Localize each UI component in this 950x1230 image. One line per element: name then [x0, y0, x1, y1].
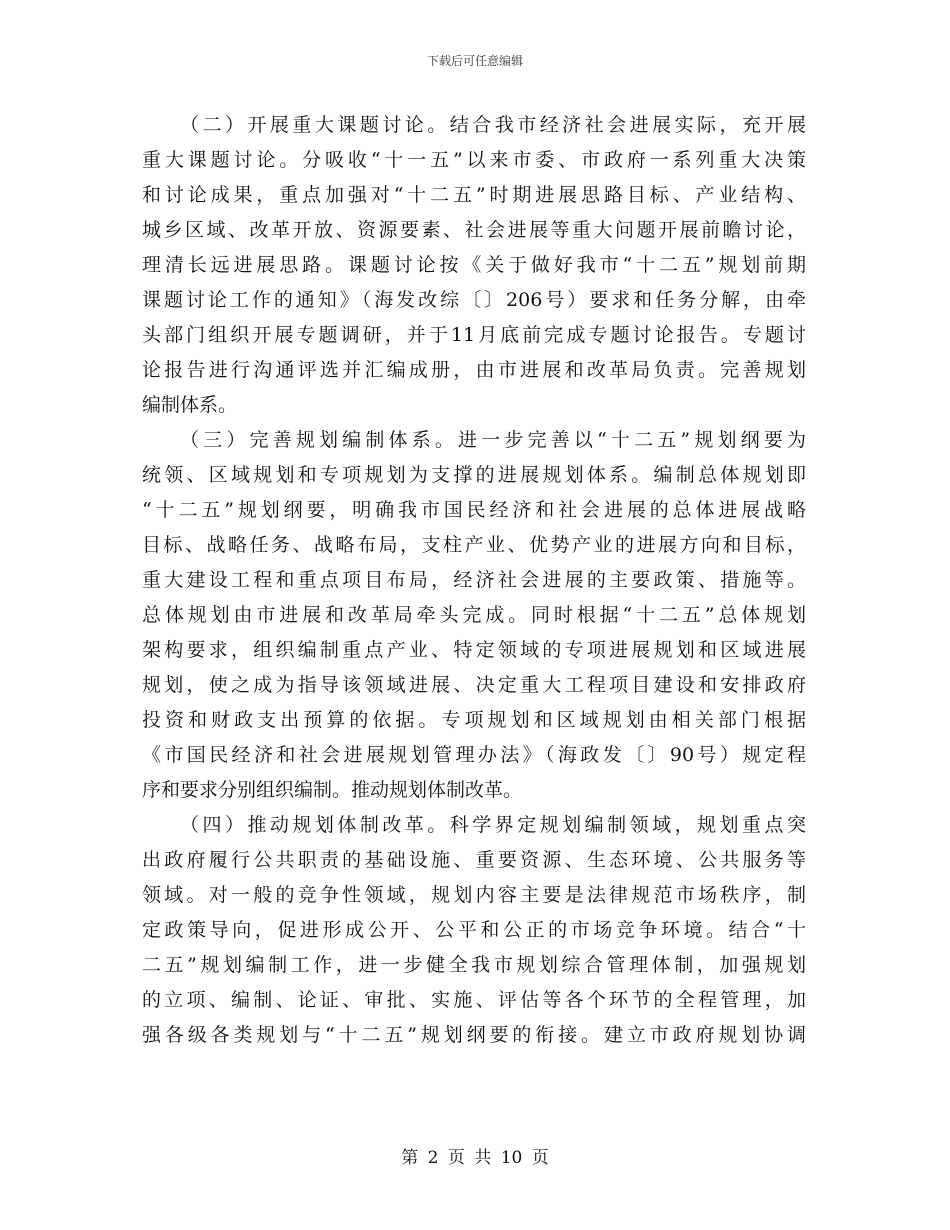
paragraph-line: 城乡区域、改革开放、资源要素、社会进展等重大问题开展前瞻讨论，	[142, 219, 806, 241]
paragraph-line: 论报告进行沟通评选并汇编成册，由市进展和改革局负责。完善规划	[142, 359, 806, 381]
paragraph-line: 课题讨论工作的通知》（海发改综〔〕206号）要求和任务分解，由牵	[142, 289, 806, 311]
document-body	[142, 108, 806, 1053]
paragraph-line: 头部门组织开展专题调研，并于11月底前完成专题讨论报告。专题讨	[142, 324, 806, 346]
paragraph-line: 编制体系。	[142, 394, 238, 416]
paragraph-section-3	[142, 423, 806, 808]
paragraph-line: 规划，使之成为指导该领域进展、决定重大工程项目建设和安排政府	[142, 674, 806, 696]
paragraph-line: 目标、战略任务、战略布局，支柱产业、优势产业的进展方向和目标，	[142, 534, 806, 556]
paragraph-line: 投资和财政支出预算的依据。专项规划和区域规划由相关部门根据	[142, 709, 806, 731]
paragraph-line: 总体规划由市进展和改革局牵头完成。同时根据“十二五”总体规划	[142, 604, 806, 626]
paragraph-line: “十二五”规划纲要，明确我市国民经济和社会进展的总体进展战略	[142, 499, 806, 521]
paragraph-line: 定政策导向，促进形成公开、公平和公正的市场竞争环境。结合“十	[142, 919, 806, 941]
paragraph-section-2	[142, 108, 806, 423]
paragraph-line: 《市国民经济和社会进展规划管理办法》（海政发〔〕90号）规定程	[142, 744, 806, 766]
paragraph-line: 领域。对一般的竞争性领域，规划内容主要是法律规范市场秩序，制	[142, 884, 806, 906]
paragraph-line: 统领、区域规划和专项规划为支撑的进展规划体系。编制总体规划即	[142, 464, 806, 486]
paragraph-line: 架构要求，组织编制重点产业、特定领域的专项进展规划和区域进展	[142, 639, 806, 661]
paragraph-line: 理清长远进展思路。课题讨论按《关于做好我市“十二五”规划前期	[142, 254, 806, 276]
paragraph-line: 强各级各类规划与“十二五”规划纲要的衔接。建立市政府规划协调	[142, 1024, 806, 1046]
paragraph-line: 二五”规划编制工作，进一步健全我市规划综合管理体制，加强规划	[142, 954, 806, 976]
paragraph-line: 的立项、编制、论证、审批、实施、评估等各个环节的全程管理，加	[142, 989, 806, 1011]
page-header-note: 下载后可任意编辑	[426, 54, 523, 68]
paragraph-section-4	[142, 808, 806, 1053]
paragraph-line: 重大课题讨论。分吸收“十一五”以来市委、市政府一系列重大决策	[142, 149, 806, 171]
page-number: 第 2 页 共 10 页	[401, 1148, 549, 1168]
paragraph-line: 出政府履行公共职责的基础设施、重要资源、生态环境、公共服务等	[142, 849, 806, 871]
paragraph-line: 和讨论成果，重点加强对“十二五”时期进展思路目标、产业结构、	[142, 184, 806, 206]
paragraph-line: （四）推动规划体制改革。科学界定规划编制领域，规划重点突	[180, 814, 806, 836]
paragraph-line: 序和要求分别组织编制。推动规划体制改革。	[142, 779, 523, 801]
paragraph-line: （三）完善规划编制体系。进一步完善以“十二五”规划纲要为	[180, 429, 806, 451]
paragraph-line: （二）开展重大课题讨论。结合我市经济社会进展实际，充开展	[180, 114, 806, 136]
paragraph-line: 重大建设工程和重点项目布局，经济社会进展的主要政策、措施等。	[142, 569, 806, 591]
